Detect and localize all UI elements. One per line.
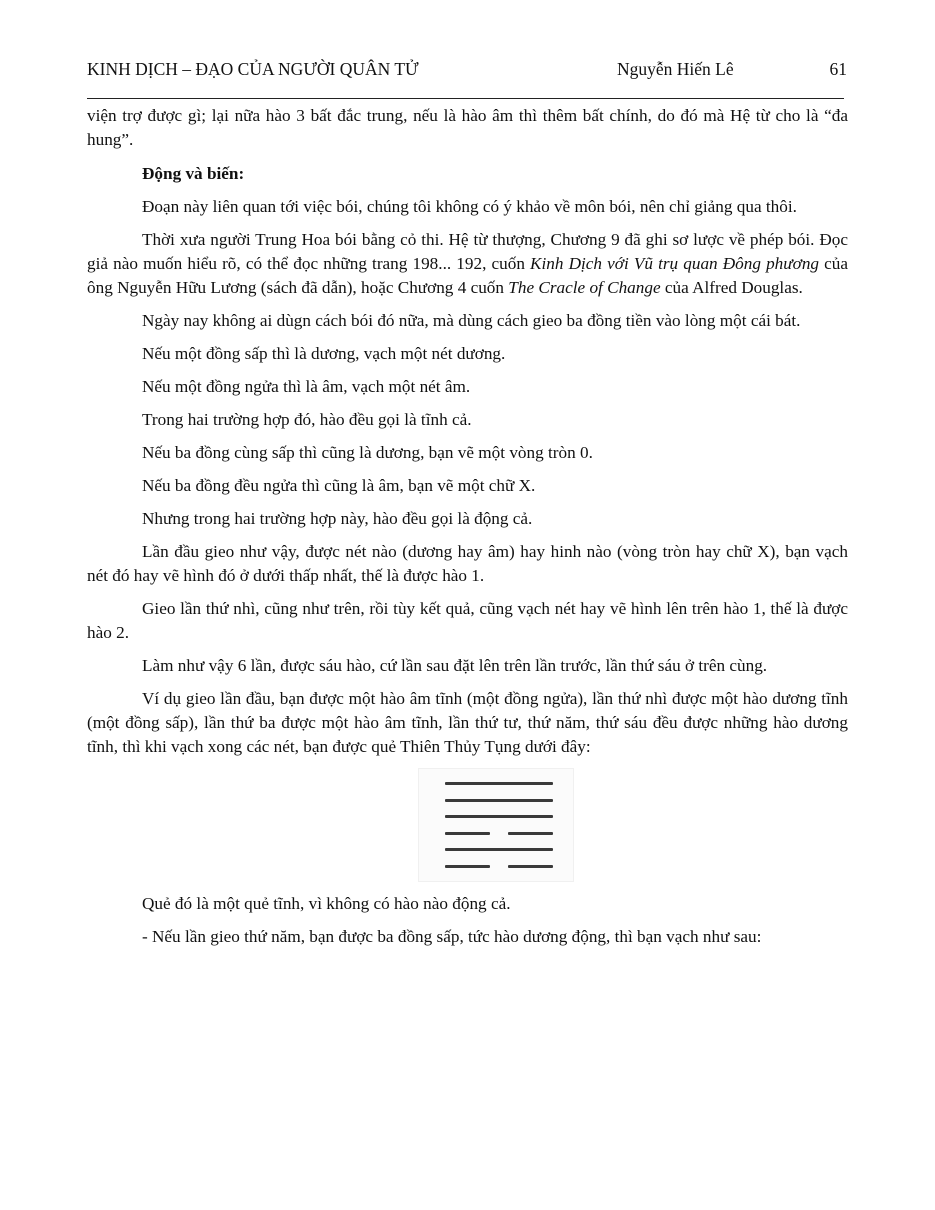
paragraph: Trong hai trường hợp đó, hào đều gọi là tĩnh cả.	[142, 410, 472, 429]
author-name: Nguyễn Hiến Lê	[617, 59, 734, 79]
page-number: 61	[829, 59, 847, 79]
paragraph: Ví dụ gieo lần đầu, bạn được một hào âm tĩnh (một đồng ngửa), lần thứ nhì được một hào dương tĩnh (một đồng sấp), lần thứ ba được một hào âm tĩnh, lần thứ tư, thứ năm, thứ sáu đều được những hào dương tĩnh, thì khi vạch xong các nét, bạn được quẻ Thiên Thủy Tụng dưới đây:	[87, 689, 848, 756]
paragraph: - Nếu lần gieo thứ năm, bạn được ba đồng sấp, tức hào dương động, thì bạn vạch như sau:	[142, 927, 762, 946]
paragraph: Gieo lần thứ nhì, cũng như trên, rồi tùy kết quả, cũng vạch nét hay vẽ hình lên trên hào 1, thế là được hào 2.	[87, 599, 848, 642]
yin-line-segment	[445, 832, 490, 835]
paragraph: Ngày nay không ai dùgn cách bói đó nữa, mà dùng cách gieo ba đồng tiền vào lòng một cái bát.	[142, 311, 801, 330]
paragraph: viện trợ được gì; lại nữa hào 3 bất đắc trung, nếu là hào âm thì thêm bất chính, do đó mà Hệ từ cho là “đa hung”.	[87, 106, 848, 149]
paragraph: Làm như vậy 6 lần, được sáu hào, cứ lần sau đặt lên trên lần trước, lần thứ sáu ở trên cùng.	[142, 656, 768, 675]
paragraph	[87, 228, 848, 300]
text-run: Thời xưa người Trung Hoa bói bằng cỏ thi. Hệ từ thượng, Chương 9 đã ghi sơ lược về phép bói. Đọc giả nào muốn hiểu rõ, có thể đọc những trang 198... 192, cuốn	[87, 230, 848, 273]
book-title-italic: Kinh Dịch với Vũ trụ quan Đông phương	[530, 254, 820, 273]
paragraph: Nếu một đồng sấp thì là dương, vạch một nét dương.	[142, 344, 506, 363]
body-text	[87, 104, 848, 958]
paragraph: Nếu ba đồng đều ngửa thì cũng là âm, bạn vẽ một chữ X.	[142, 476, 536, 495]
page-header	[87, 58, 847, 80]
book-title: KINH DỊCH – ĐẠO CỦA NGƯỜI QUÂN TỬ	[87, 59, 419, 79]
yin-line-segment	[508, 865, 553, 868]
header-rule	[87, 98, 844, 99]
yin-line-segment	[508, 832, 553, 835]
yang-line	[445, 848, 553, 851]
section-heading: Động và biến:	[142, 164, 245, 183]
book-title-italic: The Cracle of Change	[508, 278, 661, 297]
yin-line-segment	[445, 865, 490, 868]
paragraph: Nếu một đồng ngửa thì là âm, vạch một nét âm.	[142, 377, 471, 396]
text-run: của Alfred Douglas.	[660, 278, 803, 297]
hexagram-figure	[418, 768, 574, 882]
yang-line	[445, 782, 553, 785]
yang-line	[445, 799, 553, 802]
yang-line	[445, 815, 553, 818]
paragraph: Nhưng trong hai trường hợp này, hào đều gọi là động cả.	[142, 509, 533, 528]
text-run: của ông Nguyễn Hữu Lương (sách đã dẫn), hoặc Chương 4 cuốn	[87, 254, 848, 297]
paragraph: Nếu ba đồng cùng sấp thì cũng là dương, bạn vẽ một vòng tròn 0.	[142, 443, 593, 462]
paragraph: Quẻ đó là một quẻ tĩnh, vì không có hào nào động cả.	[142, 894, 511, 913]
paragraph: Lần đầu gieo như vậy, được nét nào (dương hay âm) hay hinh nào (vòng tròn hay chữ X), bạn vạch nét đó hay vẽ hình đó ở dưới thấp nhất, thế là được hào 1.	[87, 542, 848, 585]
paragraph: Đoạn này liên quan tới việc bói, chúng tôi không có ý khảo về môn bói, nên chỉ giảng qua thôi.	[142, 197, 797, 216]
